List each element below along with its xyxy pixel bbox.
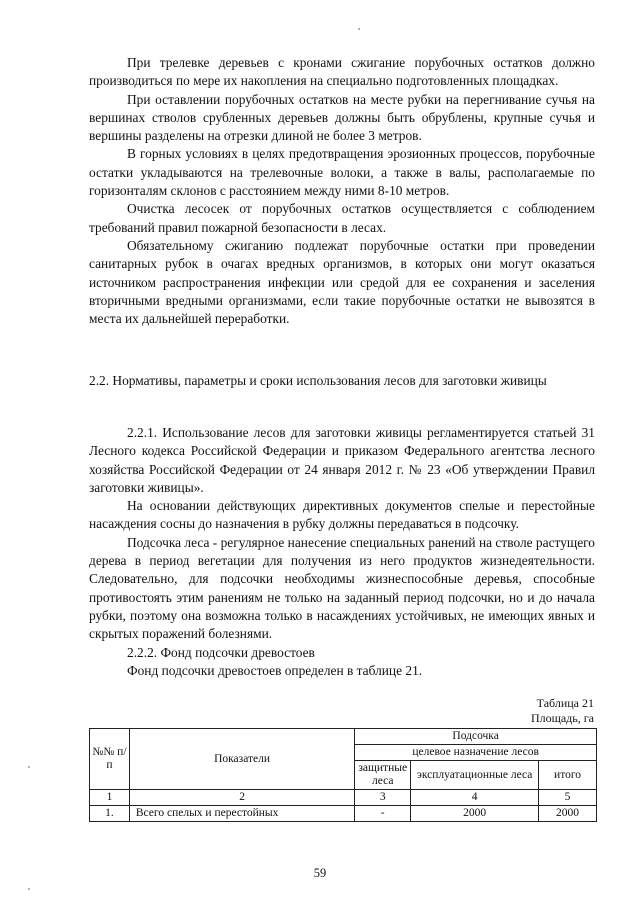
body-text-section: [89, 424, 595, 680]
row-protective: -: [355, 806, 411, 822]
table-caption: Таблица 21: [536, 696, 594, 710]
body-text-top: [89, 54, 595, 328]
row-name: Всего спелых и перестойных: [129, 806, 354, 822]
page-number: 59: [313, 866, 327, 880]
paragraph: При оставлении порубочных остатков на месте рубки на перегнивание сучья на вершинах стволов срубленных деревьев должны быть обрублены, крупные сучья и вершины разделены на отрезки длиной не более 3 метров.: [89, 91, 595, 144]
table-units: Площадь, га: [530, 711, 594, 725]
paragraph: 2.2.1. Использование лесов для заготовки живицы регламентируется статьей 31 Лесного кодекса Российской Федерации и приказом Федерального агентства лесного хозяйства Российской Федерации от 24 января 2012 г. № 23 «Об утверждении Правил заготовки живицы».: [89, 425, 595, 495]
scan-speck: [28, 888, 30, 890]
index-cell: 1: [90, 790, 130, 806]
paragraph: Фонд подсочки древостоев определен в таблице 21.: [127, 662, 423, 678]
section-heading-block: [89, 372, 595, 390]
paragraph: В горных условиях в целях предотвращения эрозионных процессов, порубочные остатки укладываются на трелевочные волоки, а также в валы, располагаемые по горизонталям склонов с расстоянием между ними 8-10 метров.: [89, 146, 595, 199]
header-podsochka: Подсочка: [355, 729, 597, 745]
header-num: №№ п/п: [90, 729, 130, 790]
table-21: [89, 728, 597, 822]
subsection-heading: 2.2.2. Фонд подсочки древостоев: [127, 644, 315, 660]
header-purpose: целевое назначение лесов: [355, 745, 597, 761]
index-cell: 3: [355, 790, 411, 806]
paragraph: На основании действующих директивных документов спелые и перестойные насаждения сосны до назначения в рубку должны передаваться в подсочку.: [89, 498, 595, 532]
paragraph: Обязательному сжиганию подлежат порубочные остатки при проведении санитарных рубок в очагах вредных организмов, в которых они могут оказаться источником распространения инфекции или средой для ее сохранения и заселения вторичными вредными организмами, если такие порубочные остатки не вывозятся в места их дальнейшей переработки.: [89, 237, 595, 327]
paragraph: При трелевке деревьев с кронами сжигание порубочных остатков должно производиться по мере их накопления на специально подготовленных площадках.: [89, 55, 595, 89]
index-cell: 4: [411, 790, 539, 806]
table-row: [90, 806, 597, 822]
scan-speck: [358, 28, 360, 30]
index-cell: 5: [539, 790, 597, 806]
header-total: итого: [539, 761, 597, 790]
paragraph: Очистка лесосек от порубочных остатков осуществляется с соблюдением требований правил пожарной безопасности в лесах.: [89, 201, 595, 235]
header-indicators: Показатели: [129, 729, 354, 790]
header-protective: защитные леса: [355, 761, 411, 790]
scan-speck: [28, 766, 30, 768]
paragraph: Подсочка леса - регулярное нанесение специальных ранений на стволе растущего дерева в период вегетации для получения из него продуктов жизнедеятельности. Следовательно, для подсочки необходимы жизнеспособные деревья, способные противостоять этим ранениям не только на заданный период подсочки, но и до начала рубки, поэтому она возможна только в насаждениях устойчивых, не имеющих явных и скрытых поражений болезнями.: [89, 534, 595, 642]
header-exploitation: эксплуатационные леса: [411, 761, 539, 790]
row-num: 1.: [90, 806, 130, 822]
index-cell: 2: [129, 790, 354, 806]
row-total: 2000: [539, 806, 597, 822]
section-heading: 2.2. Нормативы, параметры и сроки использования лесов для заготовки живицы: [89, 373, 547, 388]
index-row: [90, 790, 597, 806]
row-exploitation: 2000: [411, 806, 539, 822]
